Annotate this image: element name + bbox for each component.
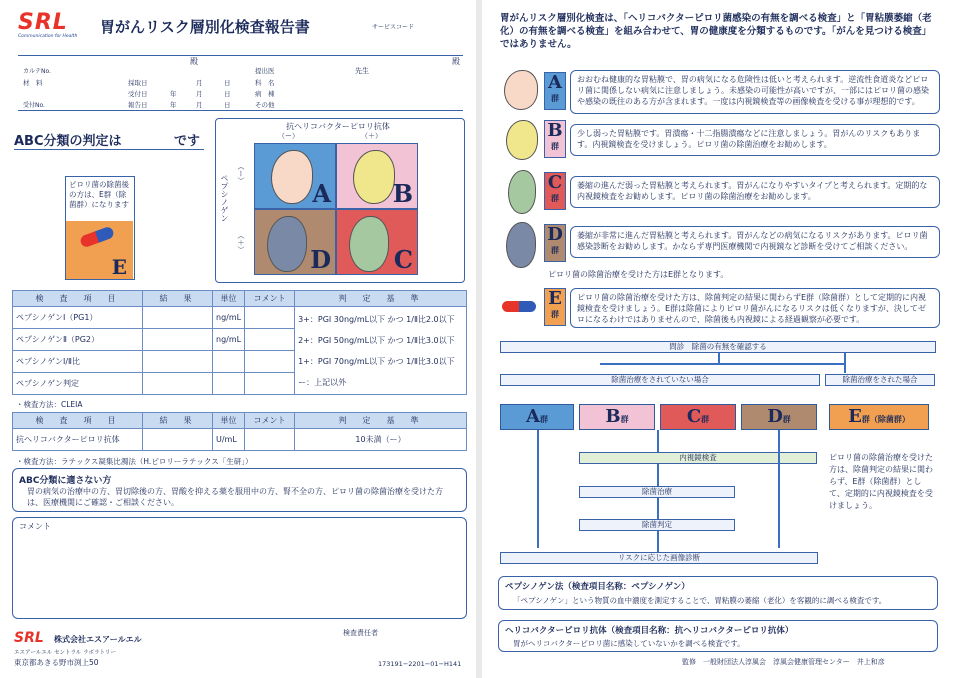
flow-group-c — [660, 404, 736, 430]
company-address: 東京都あきる野市渕上50 — [14, 658, 99, 667]
group-d-stomach-icon — [506, 222, 536, 268]
cell-a — [254, 143, 336, 209]
criteria-cell — [295, 307, 467, 395]
explanation-page — [482, 0, 957, 678]
th2-result: 結 果 — [143, 413, 213, 429]
group-d-suffix: 群 — [551, 245, 559, 255]
service-code-label: サービスコード — [372, 24, 415, 31]
material-label: 材 料 — [23, 79, 43, 87]
flow-group-d — [741, 404, 817, 430]
cell-c-letter: C — [393, 245, 413, 274]
flow-treated: 除菌治療をされた場合 — [825, 374, 935, 386]
flow-endoscopy: 内視鏡検査 — [579, 452, 817, 464]
comment-box[interactable] — [12, 517, 467, 619]
e-group-note — [65, 176, 135, 280]
flow-a-suffix: 群 — [539, 415, 548, 424]
row-pg2-result[interactable] — [143, 329, 213, 351]
pepsinogen-table — [12, 290, 467, 395]
method2: ・検査方法：ラテックス凝集比濁法（H.ピロリーラテックス「生研」） — [16, 457, 253, 466]
flow-e-suffix: 群（除菌群） — [861, 415, 910, 424]
doc-code: 173191−2201−01−H141 — [378, 660, 462, 668]
report-page — [0, 0, 476, 678]
flow-group-a — [500, 404, 574, 430]
flow-b-suffix: 群 — [620, 415, 629, 424]
other-label: その他 — [255, 101, 275, 109]
group-e-letter: E — [548, 288, 562, 309]
receive-year: 年 — [170, 90, 177, 98]
cell-b — [336, 143, 418, 209]
neg-col-label: （ー） — [278, 132, 299, 140]
flow-c-suffix: 群 — [701, 415, 710, 424]
group-b-badge — [544, 120, 566, 158]
abc-grid — [215, 118, 465, 283]
row-judge-comment[interactable] — [245, 373, 295, 395]
flow-line-judge — [657, 531, 659, 552]
e-letter: E — [111, 255, 127, 279]
th-item: 検 査 項 目 — [13, 291, 143, 307]
row-hp-comment[interactable] — [245, 429, 295, 451]
row-hp-criterion: 10未満（ー） — [295, 429, 467, 451]
flow-line-bcd — [657, 430, 659, 452]
th2-unit: 単位 — [213, 413, 245, 429]
cell-a-letter: A — [312, 179, 331, 208]
group-c-desc: 萎縮の進んだ弱った胃粘膜と考えられます。胃がんになりやすいタイプと考えられます。定期的な内視鏡検査をお勧めします。ピロリ菌の除菌治療をお勧めします。 — [570, 176, 940, 208]
cell-d-letter: D — [310, 245, 331, 274]
intro-text: 胃がんリスク層別化検査は、「ヘリコバクターピロリ菌感染の有無を調べる検査」と「胃粘膜萎縮（老化）の有無を調べる検査」を組み合わせて、胃の健康度を分類するものです。「がんを見つける検査」ではありません。 — [500, 13, 932, 50]
group-a-desc: おおむね健康的な胃粘膜で、胃の病気になる危険性は低いと考えられます。逆流性食道炎などピロリ菌に関係しない病気に注意しましょう。未感染の可能性が高いですが、一部にはピロリ菌の感染や感染の既往のある方が含まれます。一度は内視鏡検査等の画像検査を受ける事が理想的です。 — [570, 70, 940, 114]
company-name: 株式会社エスアールエル — [54, 635, 142, 644]
dono-label-right: 殿 — [452, 57, 460, 66]
row-pg2-item: ペプシノゲンⅡ（PG2） — [13, 329, 143, 351]
ward-label: 病 棟 — [255, 90, 275, 98]
group-e-desc: ピロリ菌の除菌治療を受けた方は、除菌判定の結果に関わらずE群（除菌群）として定期的に内視鏡検査を受けましょう。E群は除菌によりピロリ菌がんになるリスクは低くなりますが、決してゼロになるわけではありませんので、除菌後も内視鏡による経過観察が必要です。 — [570, 288, 940, 328]
th-comment: コメント — [245, 291, 295, 307]
flow-line-a — [537, 430, 539, 548]
criteria-3plus: 3+：PGⅠ 30ng/mL以下 かつ 1/Ⅱ比2.0以下 — [298, 314, 455, 324]
group-c-suffix: 群 — [551, 193, 559, 203]
group-e-capsule-icon — [502, 301, 536, 312]
group-c-letter: C — [547, 172, 563, 193]
group-d-badge — [544, 224, 566, 262]
pylori-table — [12, 412, 467, 451]
group-b-desc: 少し弱った胃粘膜です。胃潰瘍・十二指腸潰瘍などに注意しましょう。胃がんのリスクもあります。内視鏡検査を受けましょう。ピロリ菌の除菌治療をお勧めします。 — [570, 124, 940, 156]
collect-day: 日 — [224, 79, 231, 87]
form-top-line — [18, 55, 463, 56]
criteria-2plus: 2+：PGⅠ 50ng/mL以下 かつ 1/Ⅱ比3.0以下 — [298, 335, 455, 345]
group-a-letter: A — [548, 72, 562, 93]
supervisor: 監修 一般財団法人淳風会 淳風会健康管理センター 井上和彦 — [682, 658, 885, 666]
th-criteria: 判 定 基 準 — [295, 291, 467, 307]
group-a-stomach-icon — [504, 70, 538, 110]
row-pg1-result[interactable] — [143, 307, 213, 329]
receive-month: 月 — [196, 90, 203, 98]
hp-method-box — [498, 620, 938, 652]
report-year: 年 — [170, 101, 177, 109]
pepsinogen-axis-label: ペプシノゲン — [220, 174, 229, 222]
group-a-badge — [544, 72, 566, 110]
unsuitable-box — [12, 468, 467, 512]
th-unit: 単位 — [213, 291, 245, 307]
row-judge-unit — [213, 373, 245, 395]
flow-d-letter: D — [767, 406, 783, 427]
flow-c-letter: C — [686, 406, 702, 427]
capsule-icon — [79, 226, 115, 249]
pg-method-title: ペプシノゲン法（検査項目名称：ペプシノゲン） — [505, 582, 690, 592]
dono-label: 殿 — [190, 57, 198, 66]
comment-label: コメント — [19, 522, 51, 531]
pylori-axis-label: 抗ヘリコバクターピロリ抗体 — [286, 122, 390, 131]
flow-top: 問診 除菌の有無を確認する — [500, 341, 936, 353]
row-judge-item: ペプシノゲン判定 — [13, 373, 143, 395]
flow-eradication: 除菌治療 — [579, 486, 735, 498]
th-result: 結 果 — [143, 291, 213, 307]
row-ratio-unit — [213, 351, 245, 373]
flow-d-suffix: 群 — [782, 415, 791, 424]
collect-month: 月 — [196, 79, 203, 87]
hp-method-text: 胃がヘリコバクターピロリ菌に感染していないかを調べる検査です。 — [513, 639, 745, 648]
hp-method-title: ヘリコバクターピロリ抗体（検査項目名称：抗ヘリコバクターピロリ抗体） — [505, 626, 794, 636]
row-ratio-result[interactable] — [143, 351, 213, 373]
row-pg1-item: ペプシノゲンⅠ（PG1） — [13, 307, 143, 329]
department-label: 科 名 — [255, 79, 275, 87]
flow-line-h1 — [600, 363, 844, 365]
stomach-c-icon — [349, 216, 389, 272]
flow-line-main — [718, 353, 720, 363]
logo-tagline: Communication for Health — [18, 34, 78, 39]
logo-text: SRL — [18, 10, 68, 35]
cell-d — [254, 209, 336, 275]
flow-judgement: 除菌判定 — [579, 519, 735, 531]
neg-row-label: （ー） — [237, 163, 245, 184]
row-hp-result[interactable] — [143, 429, 213, 451]
criteria-1plus: 1+：PGⅠ 70ng/mL以下 かつ 1/Ⅱ比3.0以下 — [298, 356, 455, 366]
th2-comment: コメント — [245, 413, 295, 429]
e-note-text: ピロリ菌の除菌後の方は、E群（除菌群）になります — [69, 180, 129, 209]
group-b-suffix: 群 — [551, 141, 559, 151]
group-d-letter: D — [547, 224, 563, 245]
flow-line-erad — [657, 498, 659, 519]
flow-not-treated: 除菌治療をされていない場合 — [500, 374, 820, 386]
th2-criteria: 判 定 基 準 — [295, 413, 467, 429]
cell-c — [336, 209, 418, 275]
stomach-d-icon — [267, 216, 307, 272]
row-pg2-comment[interactable] — [245, 329, 295, 351]
receive-date-label: 受付日 — [128, 90, 148, 98]
report-date-label: 報告日 — [128, 101, 148, 109]
report-title: 胃がんリスク層別化検査報告書 — [100, 18, 310, 36]
unsuitable-title: ABC分類に適さない方 — [19, 476, 112, 486]
report-month: 月 — [196, 101, 203, 109]
flow-group-b — [579, 404, 655, 430]
row-hp-item: 抗ヘリコバクターピロリ抗体 — [13, 429, 143, 451]
receipt-no-label: 受付No. — [23, 102, 45, 109]
e-group-intro: ピロリ菌の除菌治療を受けた方はE群となります。 — [548, 270, 729, 279]
footer-logo: SRL — [14, 630, 44, 646]
group-e-suffix: 群 — [551, 309, 559, 319]
flow-line-endo — [657, 464, 659, 486]
abc-result-heading — [14, 130, 204, 150]
row-pg1-unit: ng/mL — [213, 307, 245, 329]
sensei-label: 先生 — [355, 67, 369, 75]
group-d-desc: 萎縮が非常に進んだ胃粘膜と考えられます。胃がんなどの病気になるリスクがあります。ピロリ菌感染診断をお勧めします。かならず専門医療機関で内視鏡など診断を受けてご相談ください。 — [570, 226, 940, 258]
flow-b-letter: B — [605, 406, 621, 427]
row-hp-unit: U/mL — [213, 429, 245, 451]
row-judge-result[interactable] — [143, 373, 213, 395]
group-e-badge — [544, 288, 566, 326]
e-note-panel — [66, 221, 133, 279]
th2-item: 検 査 項 目 — [13, 413, 143, 429]
pos-col-label: （＋） — [361, 132, 382, 140]
flow-a-letter: A — [526, 406, 540, 427]
flow-line-right — [844, 353, 846, 373]
report-day: 日 — [224, 101, 231, 109]
flow-e-letter: E — [848, 406, 862, 427]
receive-day: 日 — [224, 90, 231, 98]
pg-method-text: 「ペプシノゲン」という物質の血中濃度を測定することで、胃粘膜の萎縮（老化）を客観的に調べる検査です。 — [513, 596, 887, 605]
group-b-letter: B — [547, 120, 563, 141]
stomach-b-icon — [353, 150, 395, 204]
abc-desu: です — [174, 134, 201, 149]
company-sub: エスアールエル セントラル ラボラトリー — [14, 650, 117, 656]
flow-e-text: ピロリ菌の除菌治療を受けた方は、除菌判定の結果に関わらず、E群（除菌群）として、定期的に内視鏡検査を受けましょう。 — [829, 453, 933, 510]
srl-logo — [18, 12, 88, 40]
method1: ・検査方法：CLEIA — [16, 400, 83, 409]
flow-group-e — [829, 404, 929, 430]
cell-b-letter: B — [392, 179, 413, 208]
group-c-stomach-icon — [508, 170, 536, 214]
row-pg2-unit: ng/mL — [213, 329, 245, 351]
form-bottom-line — [18, 110, 463, 111]
abc-heading-text: ABC分類の判定は — [14, 134, 122, 149]
stomach-a-icon — [271, 150, 313, 204]
row-ratio-comment[interactable] — [245, 351, 295, 373]
group-a-suffix: 群 — [551, 93, 559, 103]
pos-row-label: （＋） — [237, 232, 245, 253]
collect-date-label: 採取日 — [128, 79, 148, 87]
row-ratio-item: ペプシノゲンⅠ/Ⅱ比 — [13, 351, 143, 373]
unsuitable-text: 胃の病気の治療中の方、胃切除後の方、胃酸を抑える薬を服用中の方、腎不全の方、ピロリ菌の除菌治療を受けた方は、医療機関にご確認・ご相談ください。 — [27, 487, 443, 507]
flow-line-d — [778, 430, 780, 548]
inspector-label: 検査責任者 — [343, 629, 378, 637]
row-pg1-comment[interactable] — [245, 307, 295, 329]
physician-label: 提出医 — [255, 67, 275, 75]
pg-method-box — [498, 576, 938, 610]
flow-imaging: リスクに応じた画像診断 — [500, 552, 818, 564]
criteria-minus: ー：上記以外 — [298, 377, 347, 387]
group-c-badge — [544, 172, 566, 210]
group-b-stomach-icon — [506, 120, 538, 160]
karte-label: カルテNo. — [23, 68, 51, 75]
